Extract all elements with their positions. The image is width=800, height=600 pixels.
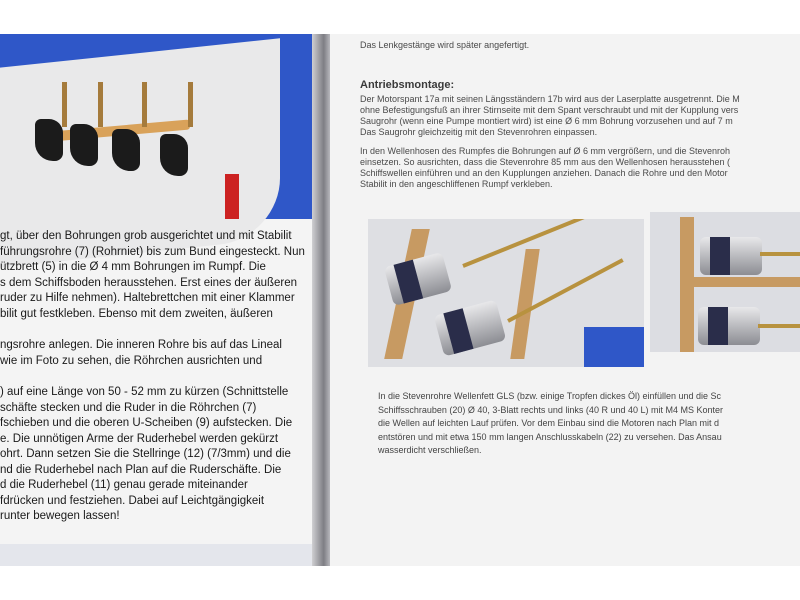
white-margin-bottom [0, 566, 800, 600]
text-line: ützbrett (5) in die Ø 4 mm Bohrungen im Rumpf. Die [0, 261, 266, 273]
text-line: entstören und mit etwa 150 mm langen Anschlusskabeln (22) zu versehen. Das Ansau [378, 431, 722, 442]
text-line: s dem Schiffsboden herausstehen. Erst eines der äußeren [0, 276, 298, 289]
propeller-shaft [758, 324, 800, 328]
electric-motor [434, 299, 507, 356]
text-line: Schiffsschrauben (20) Ø 40, 3-Blatt rechts und links (40 R und 40 L) mit M4 MS Konter [378, 404, 723, 415]
paragraph-propellers [378, 390, 723, 458]
paragraph-motor-mount [360, 94, 740, 138]
text-line: d die Ruderhebel (11) genau gerade miteinander [0, 479, 248, 491]
text-line: Stabilit in den angeschliffenen Rumpf verkleben. [360, 179, 553, 189]
text-line: einsetzen. So ausrichten, dass die Stevenrohre 85 mm aus den Wellenhosen herausstehen ( [360, 157, 731, 167]
text-line: Der Motorspant 17a mit seinen Längsständern 17b wird aus der Laserplatte ausgetrennt. Die M [360, 94, 740, 104]
motor-side-photo [650, 212, 800, 352]
blue-background [584, 327, 644, 367]
text-line: ohrt. Dann setzen Sie die Stellringe (12) (7/3mm) und die [0, 448, 291, 460]
red-stripe [225, 174, 239, 219]
paragraph-shaft-tubes [360, 146, 730, 190]
rudder-shaft [188, 82, 193, 127]
text-line: wasserdicht verschließen. [378, 445, 482, 455]
text-line: schäfte stecken und die Ruder in die Röhrchen (7) [0, 401, 257, 414]
rudder-shaft [62, 82, 67, 127]
motor-mount-photo [368, 219, 644, 367]
electric-motor [698, 307, 760, 345]
left-page-bottom-photo [0, 544, 320, 566]
text-line: In den Wellenhosen des Rumpfes die Bohrungen auf Ø 6 mm vergrößern, und die Stevenroh [360, 146, 731, 156]
text-line: Saugrohr (wenn eine Pumpe montiert wird) ist eine Ø 6 mm Bohrung vorzusehen und auf 7 m [360, 116, 733, 126]
text-line: gt, über den Bohrungen grob ausgerichtet und mit Stabilit [0, 230, 292, 242]
rudder-blade [35, 119, 63, 161]
text-line: führungsrohre (7) (Rohrniet) bis zum Bund eingesteckt. Nun [0, 245, 305, 258]
rudder-shaft [98, 82, 103, 127]
top-line: Das Lenkgestänge wird später angefertigt. [360, 40, 530, 50]
electric-motor [700, 237, 762, 275]
open-booklet [0, 34, 800, 566]
left-page-text [0, 229, 320, 525]
text-line: ) auf eine Länge von 50 - 52 mm zu kürzen (Schnittstelle [0, 386, 289, 398]
white-margin-top [0, 0, 800, 34]
text-line: Das Saugrohr gleichzeitig mit den Stevenrohren einpassen. [360, 127, 598, 137]
text-line: e. Die unnötigen Arme der Ruderhebel werden gekürzt [0, 432, 279, 445]
rudder-assembly-photo [0, 34, 320, 219]
text-line: die Wellen auf leichten Lauf prüfen. Vor dem Einbau sind die Motoren nach Plan mit d [378, 418, 720, 428]
text-line: fschieben und die oberen U-Scheiben (9) aufstecken. Die [0, 417, 293, 429]
text-line: In die Stevenrohre Wellenfett GLS (bzw. einige Tropfen dickes Öl) einfüllen und die Sc [378, 391, 722, 401]
left-page [0, 34, 320, 566]
text-line: fdrücken und festziehen. Dabei auf Leichtgängigkeit [0, 494, 265, 507]
text-line: ohne Befestigungsfuß an ihrer Stirnseite mit dem Spant verschraubt und mit der Kupplung vers [360, 105, 739, 115]
text-line: nd die Ruderhebel nach Plan auf die Ruderschäfte. Die [0, 463, 282, 476]
propeller-shaft [760, 252, 800, 256]
text-line: ruder zu Hilfe nehmen). Haltebrettchen mit einer Klammer [0, 292, 295, 304]
text-line: runter bewegen lassen! [0, 510, 120, 522]
text-line: ngsrohre anlegen. Die inneren Rohre bis auf das Lineal [0, 339, 282, 351]
electric-motor [384, 252, 452, 306]
section-heading: Antriebsmontage: [360, 79, 455, 91]
rudder-blade [112, 129, 140, 171]
right-page [330, 34, 800, 566]
plywood-frame [690, 277, 800, 287]
rudder-shaft [142, 82, 147, 127]
rudder-blade [160, 134, 188, 176]
text-line: wie im Foto zu sehen, die Röhrchen ausrichten und [0, 354, 263, 367]
rudder-blade [70, 124, 98, 166]
text-line: Schiffswellen einführen und an den Kupplungen anziehen. Danach die Rohre und den Motor [360, 168, 728, 178]
text-line: bilit gut festkleben. Ebenso mit dem zweiten, äußeren [0, 307, 273, 320]
